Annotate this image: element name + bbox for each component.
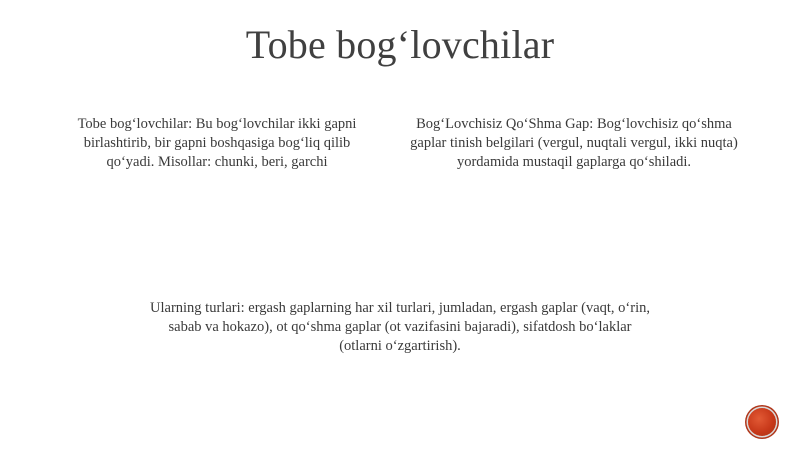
- next-slide-button[interactable]: [748, 408, 776, 436]
- slide-title: Tobe bog‘lovchilar: [245, 22, 555, 67]
- left-text-block: Tobe bog‘lovchilar: Bu bog‘lovchilar ikki gapni birlashtirib, bir gapni boshqasiga bog‘liq qilib qo‘yadi. Misollar: chunki, beri, garchi: [77, 116, 357, 170]
- bottom-text-block: Ularning turlari: ergash gaplarning har xil turlari, jumladan, ergash gaplar (vaqt, o‘rin, sabab va hokazo), ot qo‘shma gaplar (ot vazifasini bajaradi), sifatdosh bo‘laklar (otlarni o‘zgartirish).: [150, 300, 650, 354]
- right-text-block: Bog‘Lovchisiz Qo‘Shma Gap: Bog‘lovchisiz qo‘shma gaplar tinish belgilari (vergul, nuqtali vergul, ikki nuqta) yordamida mustaqil gaplarga qo‘shiladi.: [410, 116, 738, 170]
